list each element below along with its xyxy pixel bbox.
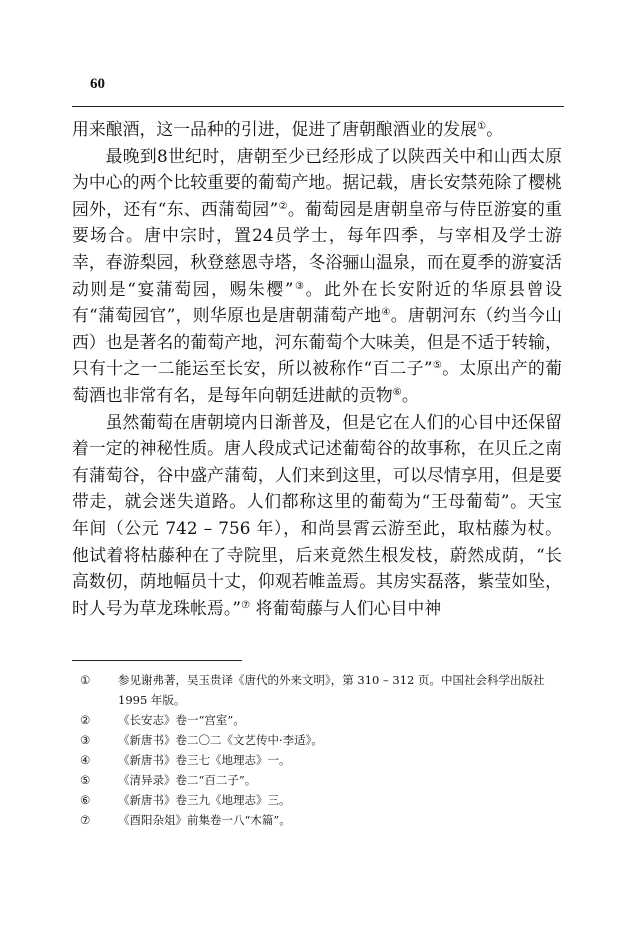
footnote-marker: ⑤: [80, 773, 91, 787]
text-run: 。太原出产的葡萄酒也非常有名，是每年向朝廷进献的贡物: [72, 358, 562, 405]
footnote-2: [80, 710, 560, 730]
text-run: 最晚到8世纪时，唐朝至少已经形成了以陕西关中和山西太原为中心的两个比较重要的葡萄产地。据记载，唐长安禁苑除了樱桃园外，还有“东、西蒲萄园”: [72, 145, 562, 219]
footnote-3: [80, 730, 560, 750]
footnote-4: [80, 750, 560, 770]
text-run: 用来酿酒，这一品种的引进，促进了唐朝酿酒业的发展: [72, 119, 478, 139]
text-run: 将葡萄藤与人们心目中神: [250, 597, 442, 618]
footnote-ref-1[interactable]: ①: [477, 121, 487, 132]
body-text: [72, 116, 562, 621]
footnote-7: [80, 810, 560, 830]
footnote-1: [80, 670, 560, 710]
footnote-text: 《新唐书》卷三七《地理志》一。: [118, 753, 291, 767]
footnote-marker: ⑦: [80, 813, 91, 827]
text-run: 。此外在长安附近的华原县曾设有“蒲萄园官”，则华原也是唐朝蒲萄产地: [72, 278, 562, 326]
footnote-text: 《新唐书》卷二〇二《文艺传中·李适》。: [118, 733, 323, 747]
footnote-text: 《长安志》卷一“宫室”。: [118, 713, 245, 727]
footnote-ref-6[interactable]: ⑥: [392, 386, 402, 398]
footnote-ref-7[interactable]: ⑦: [241, 599, 251, 611]
text-run: 。: [486, 119, 504, 139]
text-run: 虽然葡萄在唐朝境内日渐普及，但是它在人们的心目中还保留着一定的神秘性质。唐人段成式记述葡萄谷的故事称，在贝丘之南有蒲萄谷，谷中盛产蒲萄，人们来到这里，可以尽情享用，但是要带走，就会迷失道路。人们都称这里的葡萄为“王母葡萄”。天宝年间（公元 742 – 756 年），和尚昙霄云游至此，取枯藤为杖。他试着将枯藤种在了寺院里，后来竟然生根发枝，蔚然成荫，“长高数仞，荫地幅员十丈，仰观若帷盖焉。其房实磊落，紫莹如坠，时人号为草龙珠帐焉。”: [72, 411, 562, 618]
footnote-ref-4[interactable]: ④: [381, 307, 391, 319]
text-run: 。: [401, 384, 419, 405]
footnote-6: [80, 790, 560, 810]
paragraph-3: [72, 409, 562, 622]
footnote-text: 《新唐书》卷三九《地理志》三。: [118, 793, 291, 807]
footnote-text: 《酉阳杂俎》前集卷一八“木篇”。: [118, 813, 291, 827]
footnote-ref-2[interactable]: ②: [278, 200, 288, 212]
footnote-marker: ③: [80, 733, 91, 747]
page-number: 60: [90, 76, 105, 92]
footnote-5: [80, 770, 560, 790]
footnote-marker: ⑥: [80, 793, 91, 807]
paragraph-1: [72, 116, 562, 143]
footnote-marker: ①: [80, 673, 91, 687]
footnote-text: 参见谢弗著，吴玉贵译《唐代的外来文明》，第 310 – 312 页。中国社会科学出版社 1995 年版。: [118, 673, 545, 707]
header-rule: [72, 106, 564, 107]
footnote-marker: ②: [80, 713, 91, 727]
footnote-ref-5[interactable]: ⑤: [432, 360, 443, 372]
footnote-text: 《清异录》卷二“百二子”。: [118, 773, 257, 787]
footnote-rule: [72, 660, 242, 661]
text-run: 。唐朝河东（约当今山西）也是著名的葡萄产地，河东葡萄个大味美，但是不适于转输，只有十之一二能运至长安，所以被称作“百二子”: [72, 305, 562, 379]
footnotes: [80, 670, 560, 830]
paragraph-2: [72, 143, 562, 409]
footnote-ref-3[interactable]: ③: [293, 280, 306, 292]
footnote-marker: ④: [80, 753, 91, 767]
text-run: 。葡萄园是唐朝皇帝与侍臣游宴的重要场合。唐中宗时，置24员学士，每年四季，与宰相及学士游幸，春游梨园，秋登慈恩寺塔，冬浴骊山温泉，而在夏季的游宴活动则是“宴蒲萄园，赐朱樱”: [72, 198, 562, 299]
